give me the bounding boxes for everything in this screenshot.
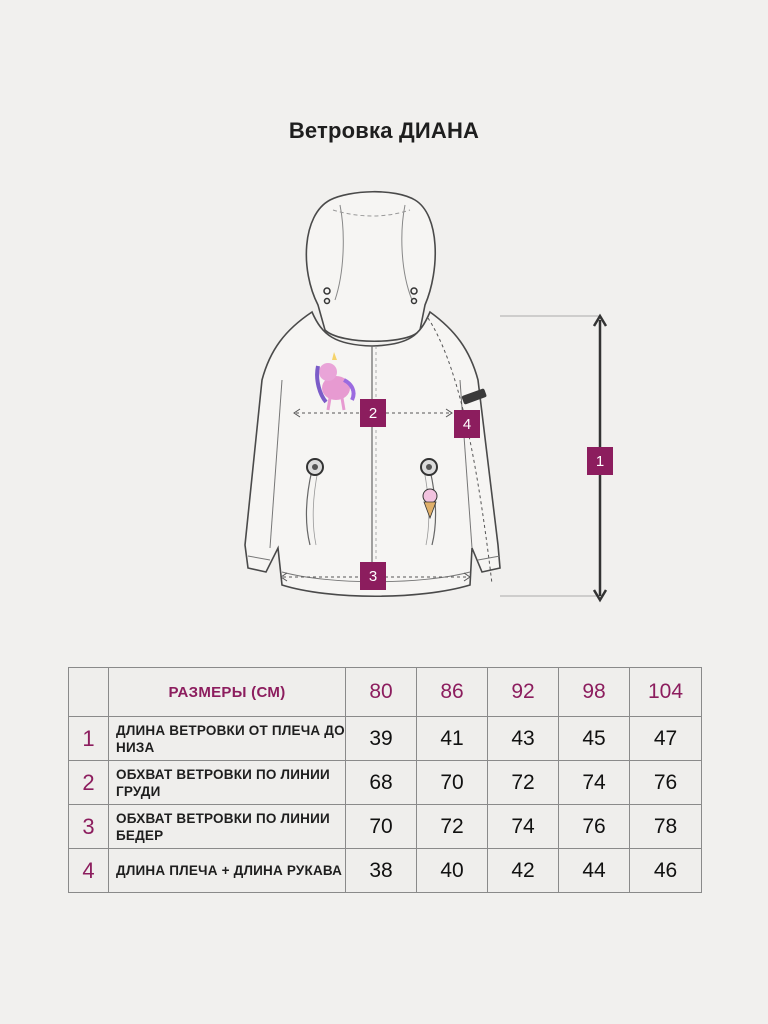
measure-badge-2 [360,399,386,427]
table-row [69,849,702,893]
table-row [69,717,702,761]
table-cell: 72 [488,761,559,805]
table-cell: 47 [630,717,702,761]
size-header: 86 [417,668,488,717]
table-cell: 38 [346,849,417,893]
table-cell: 76 [630,761,702,805]
table-cell: 44 [559,849,630,893]
measure-badge-1 [587,447,613,475]
table-row [69,761,702,805]
size-header: 92 [488,668,559,717]
jacket-hood [306,192,435,342]
table-cell: 46 [630,849,702,893]
table-cell: 40 [417,849,488,893]
table-cell: 70 [417,761,488,805]
badge-4-text: 4 [462,416,472,433]
table-cell: 74 [559,761,630,805]
size-table [68,667,702,893]
size-header: 104 [630,668,702,717]
size-header: 98 [559,668,630,717]
row-label: ОБХВАТ ВЕТРОВКИ ПО ЛИНИИ БЕДЕР [109,805,346,849]
table-cell: 78 [630,805,702,849]
table-cell: 43 [488,717,559,761]
size-header: 80 [346,668,417,717]
table-cell: 76 [559,805,630,849]
badge-1-text: 1 [595,453,605,470]
row-label: ОБХВАТ ВЕТРОВКИ ПО ЛИНИИ ГРУДИ [109,761,346,805]
table-cell: 68 [346,761,417,805]
table-cell: 70 [346,805,417,849]
page-title: Ветровка ДИАНА [288,118,480,143]
table-cell: 42 [488,849,559,893]
table-cell: 45 [559,717,630,761]
sizes-header-label: РАЗМЕРЫ (СМ) [109,668,346,717]
badge-2-text: 2 [368,405,378,422]
table-cell: 41 [417,717,488,761]
row-label: ДЛИНА ВЕТРОВКИ ОТ ПЛЕЧА ДО НИЗА [109,717,346,761]
measure-badge-4 [454,410,480,438]
table-cell: 74 [488,805,559,849]
badge-3-text: 3 [368,568,378,585]
table-header-row [69,668,702,717]
table-row [69,805,702,849]
table-cell: 39 [346,717,417,761]
table-cell: 72 [417,805,488,849]
row-label: ДЛИНА ПЛЕЧА + ДЛИНА РУКАВА [109,849,346,893]
empty-corner-cell [69,668,109,717]
row-number: 4 [69,849,109,893]
row-number: 2 [69,761,109,805]
row-number: 1 [69,717,109,761]
row-number: 3 [69,805,109,849]
measure-badge-3 [360,562,386,590]
